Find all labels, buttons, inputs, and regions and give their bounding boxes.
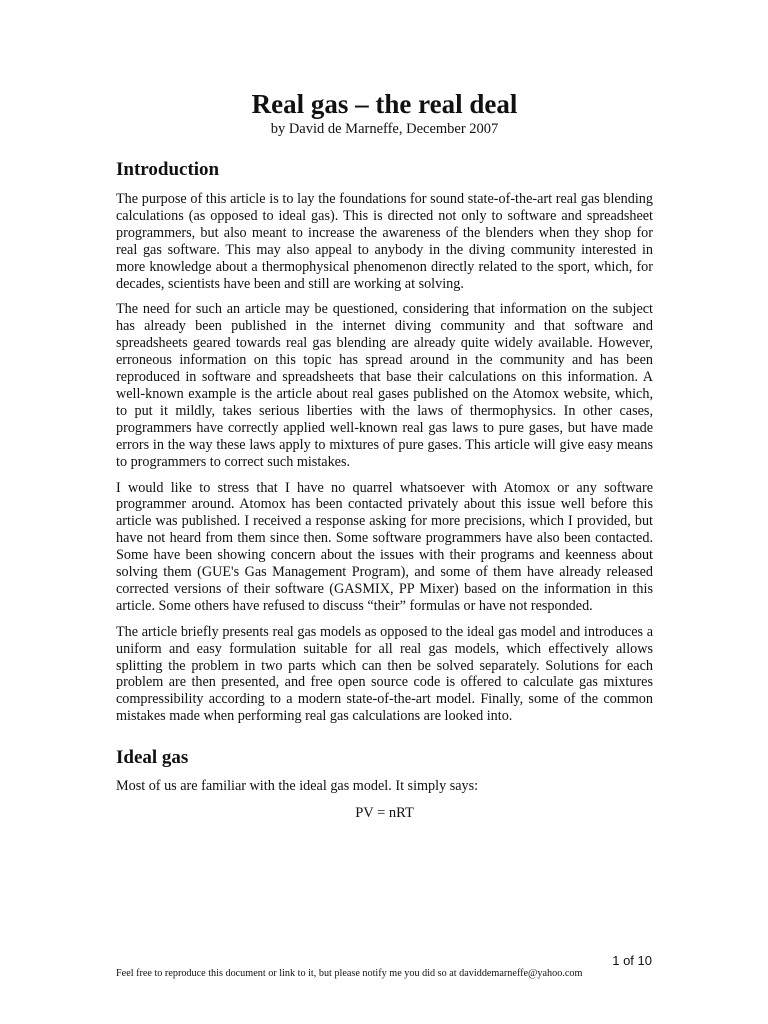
page-content bbox=[116, 88, 653, 822]
section-heading-ideal-gas: Ideal gas bbox=[116, 747, 189, 769]
intro-paragraph-1: The purpose of this article is to lay the foundations for sound state-of-the-art real gas blending calculations (as opposed to ideal gas). This is directed not only to software and spreadsheet programmers, but also meant to increase the awareness of the blenders when they shop for real gas software. This may also appeal to anybody in the diving community interested in more knowledge about a thermophysical phenomenon directly related to the sport, which, for decades, scientists have been and still are working at solving. bbox=[116, 191, 653, 292]
intro-paragraph-2: The need for such an article may be questioned, considering that information on the subject has already been published in the internet diving community and that software and spreadsheets geared towards real gas blending are already quite widely available. However, erroneous information on this topic has spread around in the community and has been reproduced in software and spreadsheets that base their calculations on this information. A well-known example is the article about real gases published on the Atomox website, which, to put it mildly, takes serious liberties with the laws of thermophysics. In other cases, programmers have correctly applied well-known real gas laws to pure gases, but have made errors in the way these laws apply to mixtures of pure gases. This article will give easy means to programmers to correct such mistakes. bbox=[116, 301, 653, 470]
ideal-gas-paragraph: Most of us are familiar with the ideal gas model. It simply says: bbox=[116, 778, 479, 795]
ideal-gas-equation: PV = nRT bbox=[355, 805, 414, 822]
author-byline: by David de Marneffe, December 2007 bbox=[270, 121, 499, 137]
page-number: 1 of 10 bbox=[612, 953, 652, 968]
section-heading-introduction: Introduction bbox=[116, 159, 220, 180]
intro-paragraph-4: The article briefly presents real gas models as opposed to the ideal gas model and introduces a uniform and easy formulation suitable for all real gas models, which effectively allows splitting the problem in two parts which can then be solved separately. Solutions for each problem are then presented, and free open source code is offered to calculate gas mixtures compressibility according to a modern state-of-the-art model. Finally, some of the common mistakes made when performing real gas calculations are looked into. bbox=[116, 623, 653, 725]
document-title: Real gas – the real deal bbox=[251, 89, 518, 119]
page-footer: Feel free to reproduce this document or link to it, but please notify me you did so at daviddemarneffe@yahoo.com bbox=[116, 968, 583, 979]
intro-paragraph-3: I would like to stress that I have no quarrel whatsoever with Atomox or any software programmer around. Atomox has been contacted privately about this issue well before this article was published. I received a response asking for more precisions, which I provided, but have not heard from them since then. Some software programmers have also been contacted. Some have been showing concern about the issues with their programs and keenness about solving them (GUE's Gas Management Program), and some of them have already released corrected versions of their software (GASMIX, PP Mixer) based on the information in this article. Some others have refused to discuss “their” formulas or have not responded. bbox=[116, 479, 653, 614]
